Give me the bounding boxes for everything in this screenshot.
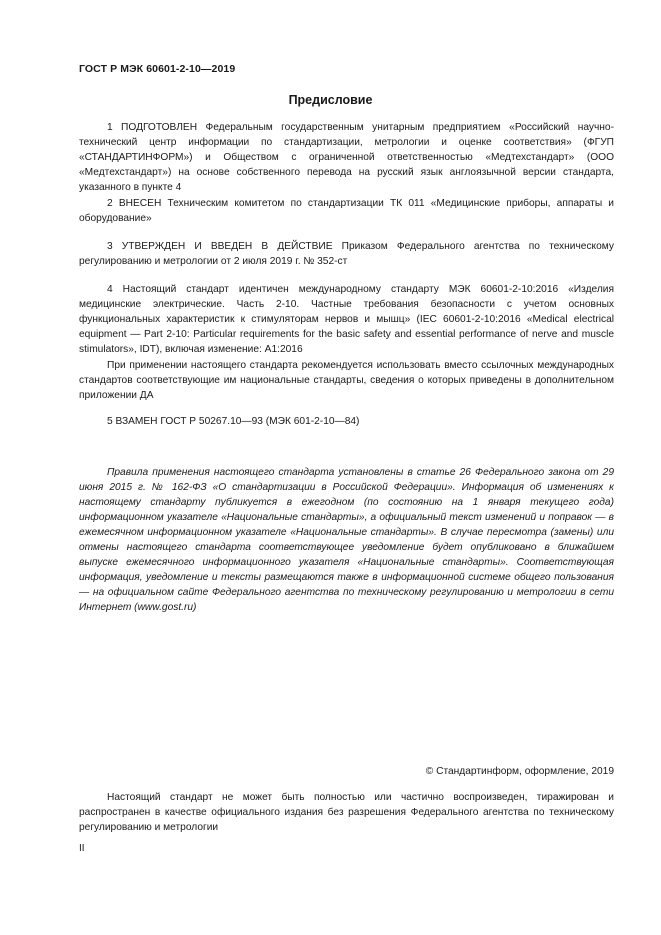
- rules-notice: Правила применения настоящего стандарта установлены в статье 26 Федерального закона от 29 июня 2015 г. № 162-ФЗ «О стандартизации в Российской Федерации». Информация об изменениях к настоящему стандарту публикуется в ежегодном (по состоянию на 1 января текущего года) информационном указателе «Национальные стандарты», а официальный текст изменений и поправок — в ежемесячном информационном указателе «Национальные стандарты». В случае пересмотра (замены) или отмены настоящего стандарта соответствующее уведомление будет опубликовано в ближайшем выпуске ежемесячного информационного указателя «Национальные стандарты». Соответствующая информация, уведомление и тексты размещаются также в информационной системе общего пользования — на официальном сайте Федерального агентства по техническому регулированию и метрологии в сети Интернет (www.gost.ru): [79, 467, 614, 613]
- preface-note-national-standards: При применении настоящего стандарта рекомендуется использовать вместо ссылочных международных стандартов соответствующие им национальные стандарты, сведения о которых приведены в дополнительном приложении ДА: [79, 360, 614, 401]
- preface-item-1: 1 ПОДГОТОВЛЕН Федеральным государственным унитарным предприятием «Российский научно-технический центр информации по стандартизации, метрологии и оценке соответствия» (ФГУП «СТАНДАРТИНФОРМ») и Обществом с ограниченной ответственностью «Медтехстандарт» (ООО «Медтехстандарт») на основе собственного перевода на русский язык англоязычной версии стандарта, указанного в пункте 4: [79, 122, 614, 193]
- preface-item-5: 5 ВЗАМЕН ГОСТ Р 50267.10—93 (МЭК 601-2-10—84): [107, 416, 360, 427]
- document-header-code: ГОСТ Р МЭК 60601-2-10—2019: [79, 63, 236, 75]
- preface-item-2: 2 ВНЕСЕН Техническим комитетом по стандартизации ТК 011 «Медицинские приборы, аппараты и оборудование»: [79, 198, 614, 224]
- copyright-line: © Стандартинформ, оформление, 2019: [425, 766, 614, 777]
- preface-item-3: 3 УТВЕРЖДЕН И ВВЕДЕН В ДЕЙСТВИЕ Приказом Федерального агентства по техническому регулированию и метрологии от 2 июля 2019 г. № 352-ст: [79, 241, 614, 267]
- page-title: Предисловие: [288, 93, 373, 107]
- page-number: II: [79, 843, 85, 854]
- reproduction-notice: Настоящий стандарт не может быть полностью или частично воспроизведен, тиражирован и распространен в качестве официального издания без разрешения Федерального агентства по техническому регулированию и метрологии: [79, 792, 614, 833]
- preface-item-4: 4 Настоящий стандарт идентичен международному стандарту МЭК 60601-2-10:2016 «Изделия медицинские электрические. Часть 2-10. Частные требования безопасности с учетом основных функциональных характеристик к стимуляторам нервов и мышц» (IEC 60601-2-10:2016 «Medical electrical equipment — Part 2-10: Particular requirements for the basic safety and essential performance of nerve and muscle stimulators», IDT), включая изменение: А1:2016: [79, 284, 614, 355]
